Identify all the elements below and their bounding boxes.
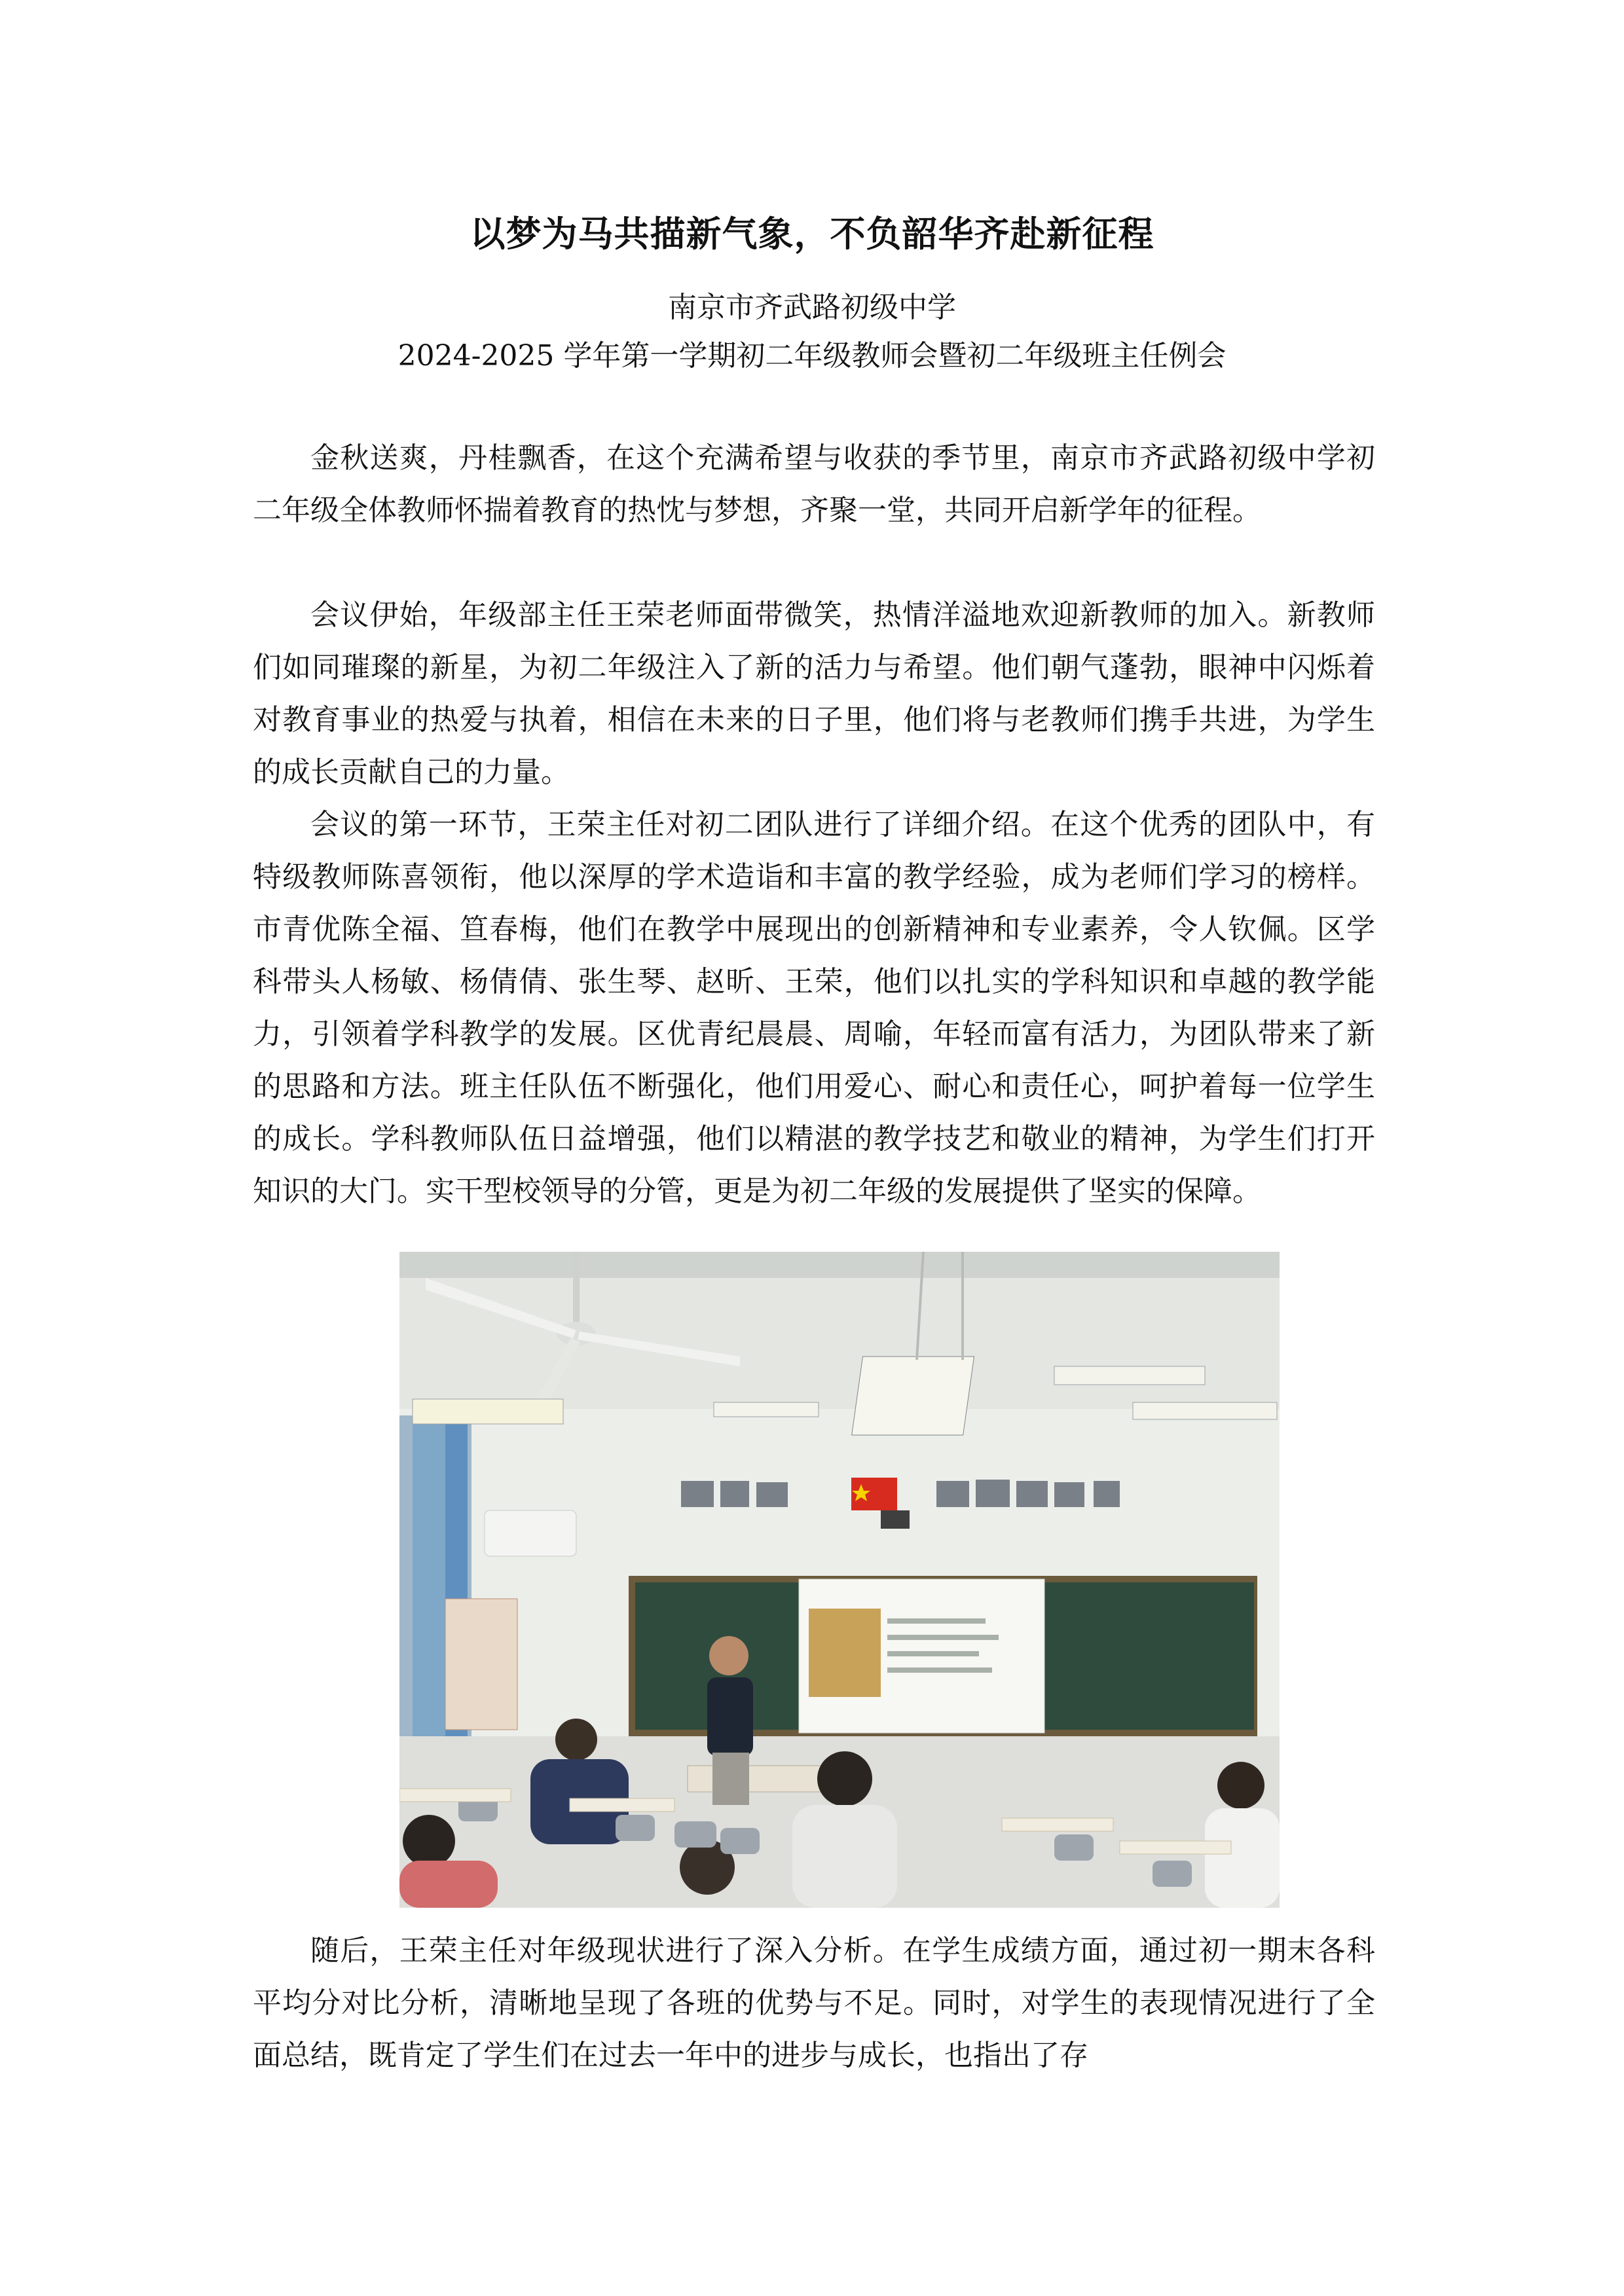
paragraph: 会议伊始，年级部主任王荣老师面带微笑，热情洋溢地欢迎新教师的加入。新教师们如同璀璨的新星，为初二年级注入了新的活力与希望。他们朝气蓬勃，眼神中闪烁着对教育事业的热爱与执着，相信在未来的日子里，他们将与老教师们携手共进，为学生的成长贡献自己的力量。 bbox=[253, 598, 1375, 789]
paragraph: 随后，王荣主任对年级现状进行了深入分析。在学生成绩方面，通过初一期末各科平均分对比分析，清晰地呈现了各班的优势与不足。同时，对学生的表现情况进行了全面总结，既肯定了学生们在过去一年中的进步与成长，也指出了存 bbox=[253, 1934, 1375, 2072]
meeting-photo bbox=[399, 1252, 1280, 1908]
meeting-name: 2024-2025 学年第一学期初二年级教师会暨初二年级班主任例会 bbox=[397, 339, 1227, 373]
paragraph: 金秋送爽，丹桂飘香，在这个充满希望与收获的季节里，南京市齐武路初级中学初二年级全体教师怀揣着教育的热忱与梦想，齐聚一堂，共同开启新学年的征程。 bbox=[253, 441, 1375, 527]
paragraph: 会议的第一环节，王荣主任对初二团队进行了详细介绍。在这个优秀的团队中，有特级教师陈喜领衔，他以深厚的学术造诣和丰富的教学经验，成为老师们学习的榜样。市青优陈全福、笪春梅，他们在教学中展现出的创新精神和专业素养，令人钦佩。区学科带头人杨敏、杨倩倩、张生琴、赵昕、王荣，他们以扎实的学科知识和卓越的教学能力，引领着学科教学的发展。区优青纪晨晨、周喻，年轻而富有活力，为团队带来了新的思路和方法。班主任队伍不断强化，他们用爱心、耐心和责任心，呵护着每一位学生的成长。学科教师队伍日益增强，他们以精湛的教学技艺和敬业的精神，为学生们打开知识的大门。实干型校领导的分管，更是为初二年级的发展提供了坚实的保障。 bbox=[253, 808, 1375, 1208]
school-name: 南京市齐武路初级中学 bbox=[668, 291, 956, 324]
document-title: 以梦为马共描新气象，不负韶华齐赴新征程 bbox=[470, 213, 1154, 255]
